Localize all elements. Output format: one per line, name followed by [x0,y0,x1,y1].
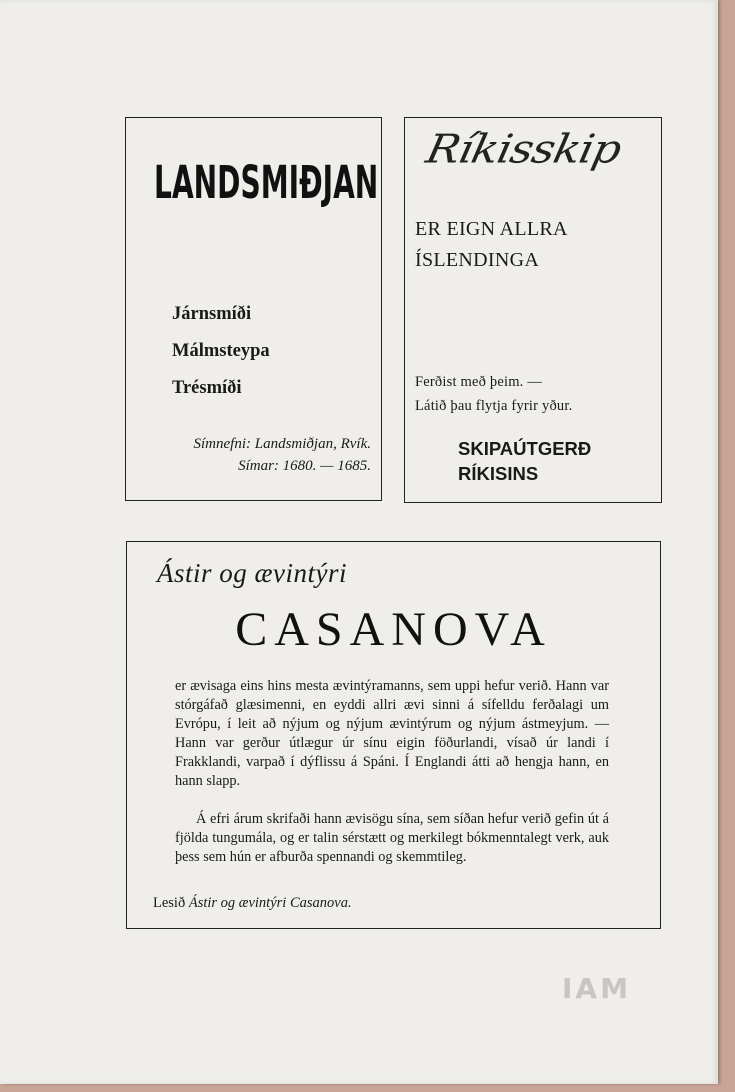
casanova-paragraph-2: Á efri árum skrifaði hann ævisögu sína, sem síðan hefur verið gefin út á fjölda tungumála, og er talin sérstætt og merkilegt bókmenntalegt verk, auk þess sem hún er afburða spennandi og skemmtileg. [175,811,609,865]
casanova-paragraph-1: er ævisaga eins hins mesta ævintýramanns, sem uppi hefur verið. Hann var stórgáfað glæsimenni, en eyddi allri ævi sinni á sífelldu ferðalagi um Evrópu, í leit að nýjum og nýjum ævintýrum og nýjum ástmeyjum. — Hann var gerður útlægur úr sínu eigin föðurlandi, vísað úr landi í Frakklandi, varpað í dýflissu á Spáni. Í Englandi átti að hengja hann, en hann slapp. [175,678,609,789]
text-line: Ferðist með þeim. — [415,374,543,390]
landsmidjan-logo: LANDSMIÐJAN [154,158,379,210]
tagline-line: ÍSLENDINGA [415,249,540,271]
tagline-line: ER EIGN ALLRA [415,218,568,240]
contact-phones: Símar: 1680. — 1685. [238,458,371,474]
library-stamp: IAM [562,972,631,1005]
rikisskip-tagline [415,214,568,276]
rikisskip-ad [404,117,662,503]
casanova-ad [126,541,661,929]
text-line: Látið þau flytja fyrir yður. [415,398,573,414]
casanova-subtitle: Ástir og ævintýri [157,558,347,588]
landsmidjan-ad [125,117,382,501]
company-line: RÍKISINS [458,463,539,484]
company-line: SKIPAÚTGERÐ [458,438,592,459]
footer-prefix: Lesið [153,895,186,911]
landsmidjan-contact [194,433,371,477]
landsmidjan-services [172,296,270,407]
service-item: Trésmíði [172,378,242,398]
rikisskip-text [415,370,572,418]
service-item: Járnsmíði [172,304,252,324]
casanova-title: CASANOVA [235,603,552,656]
footer-book-title: Ástir og ævintýri Casanova. [188,895,352,911]
rikisskip-logo: Ríkisskip [422,126,625,173]
service-item: Málmsteypa [172,341,270,361]
rikisskip-company [458,436,591,486]
casanova-footer [153,895,352,912]
contact-telegraph: Símnefni: Landsmiðjan, Rvík. [193,436,371,452]
